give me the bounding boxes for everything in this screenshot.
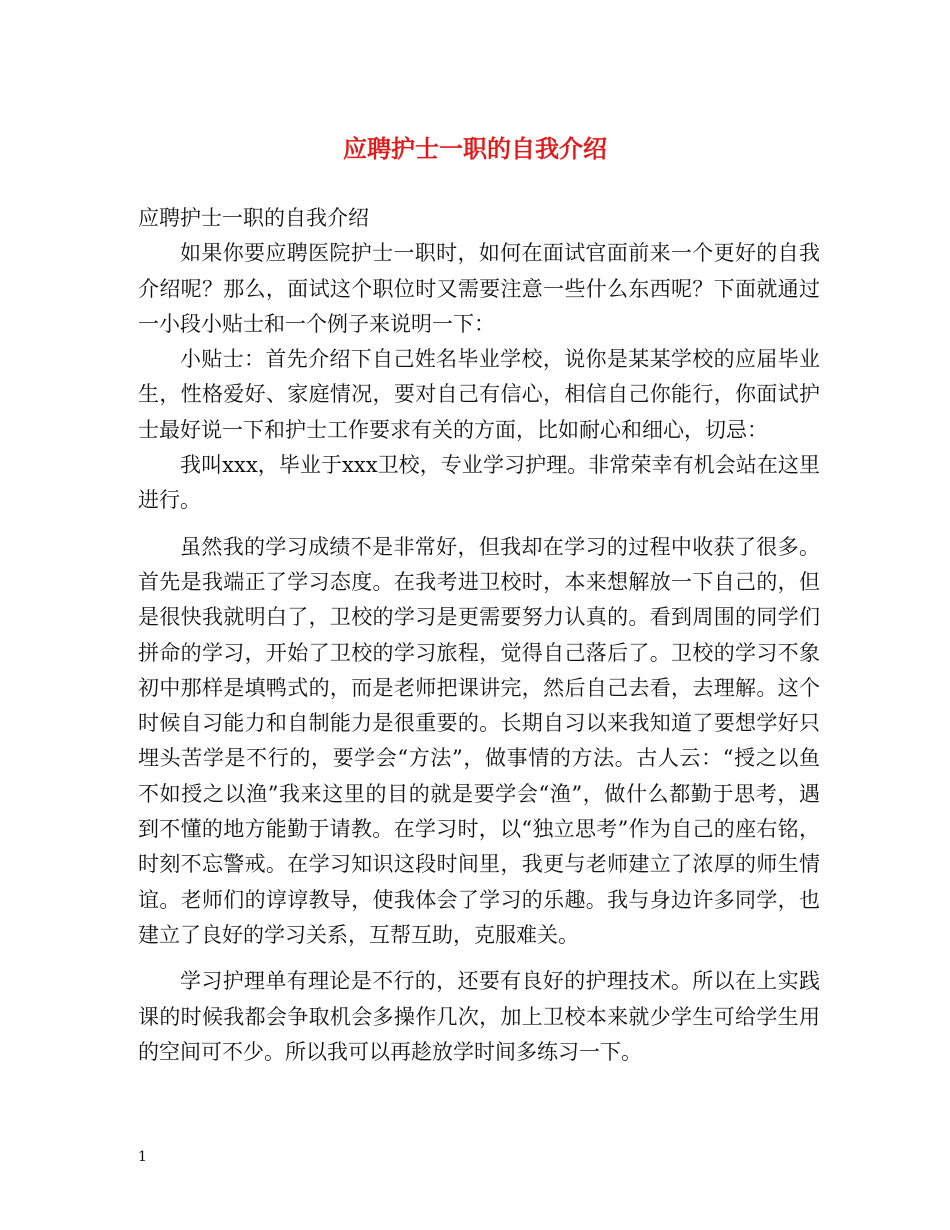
paragraph-heading: 应聘护士一职的自我介绍: [138, 206, 369, 230]
paragraph-study: 虽然我的学习成绩不是非常好，但我却在学习的过程中收获了很多。首先是我端正了学习态度。在我考进卫校时，本来想解放一下自己的，但是很快我就明白了，卫校的学习是更需要努力认真的。看到周围的同学们拼命的学习，开始了卫校的学习旅程，觉得自己落后了。卫校的学习不象初中那样是填鸭式的，而是老师把课讲完，然后自己去看，去理解。这个时候自习能力和自制能力是很重要的。长期自习以来我知道了要想学好只埋头苦学是不行的，要学会“方法”，做事情的方法。古人云：“授之以鱼不如授之以渔”我来这里的目的就是要学会“渔”，做什么都勤于思考，遇到不懂的地方能勤于请教。在学习时，以“独立思考”作为自己的座右铭，时刻不忘警戒。在学习知识这段时间里，我更与老师建立了浓厚的师生情谊。老师们的谆谆教导，使我体会了学习的乐趣。我与身边许多同学，也建立了良好的学习关系，互帮互助，克服难关。: [138, 534, 820, 947]
page-number: 1: [138, 1149, 147, 1165]
paragraph-tips: 小贴士：首先介绍下自己姓名毕业学校，说你是某某学校的应届毕业生，性格爱好、家庭情况，要对自己有信心，相信自己你能行，你面试护士最好说一下和护士工作要求有关的方面，比如耐心和细心，切忌：: [138, 347, 820, 442]
paragraph-intro: 如果你要应聘医院护士一职时，如何在面试官面前来一个更好的自我介绍呢？那么，面试这个职位时又需要注意一些什么东西呢？下面就通过一小段小贴士和一个例子来说明一下：: [138, 241, 820, 336]
document-body: [138, 201, 820, 1070]
document-title: 应聘护士一职的自我介绍: [343, 134, 607, 163]
paragraph-self-intro: 我叫xxx，毕业于xxx卫校，专业学习护理。非常荣幸有机会站在这里进行。: [138, 453, 820, 513]
paragraph-practice: 学习护理单有理论是不行的，还要有良好的护理技术。所以在上实践课的时候我都会争取机会多操作几次，加上卫校本来就少学生可给学生用的空间可不少。所以我可以再趁放学时间多练习一下。: [138, 969, 820, 1064]
